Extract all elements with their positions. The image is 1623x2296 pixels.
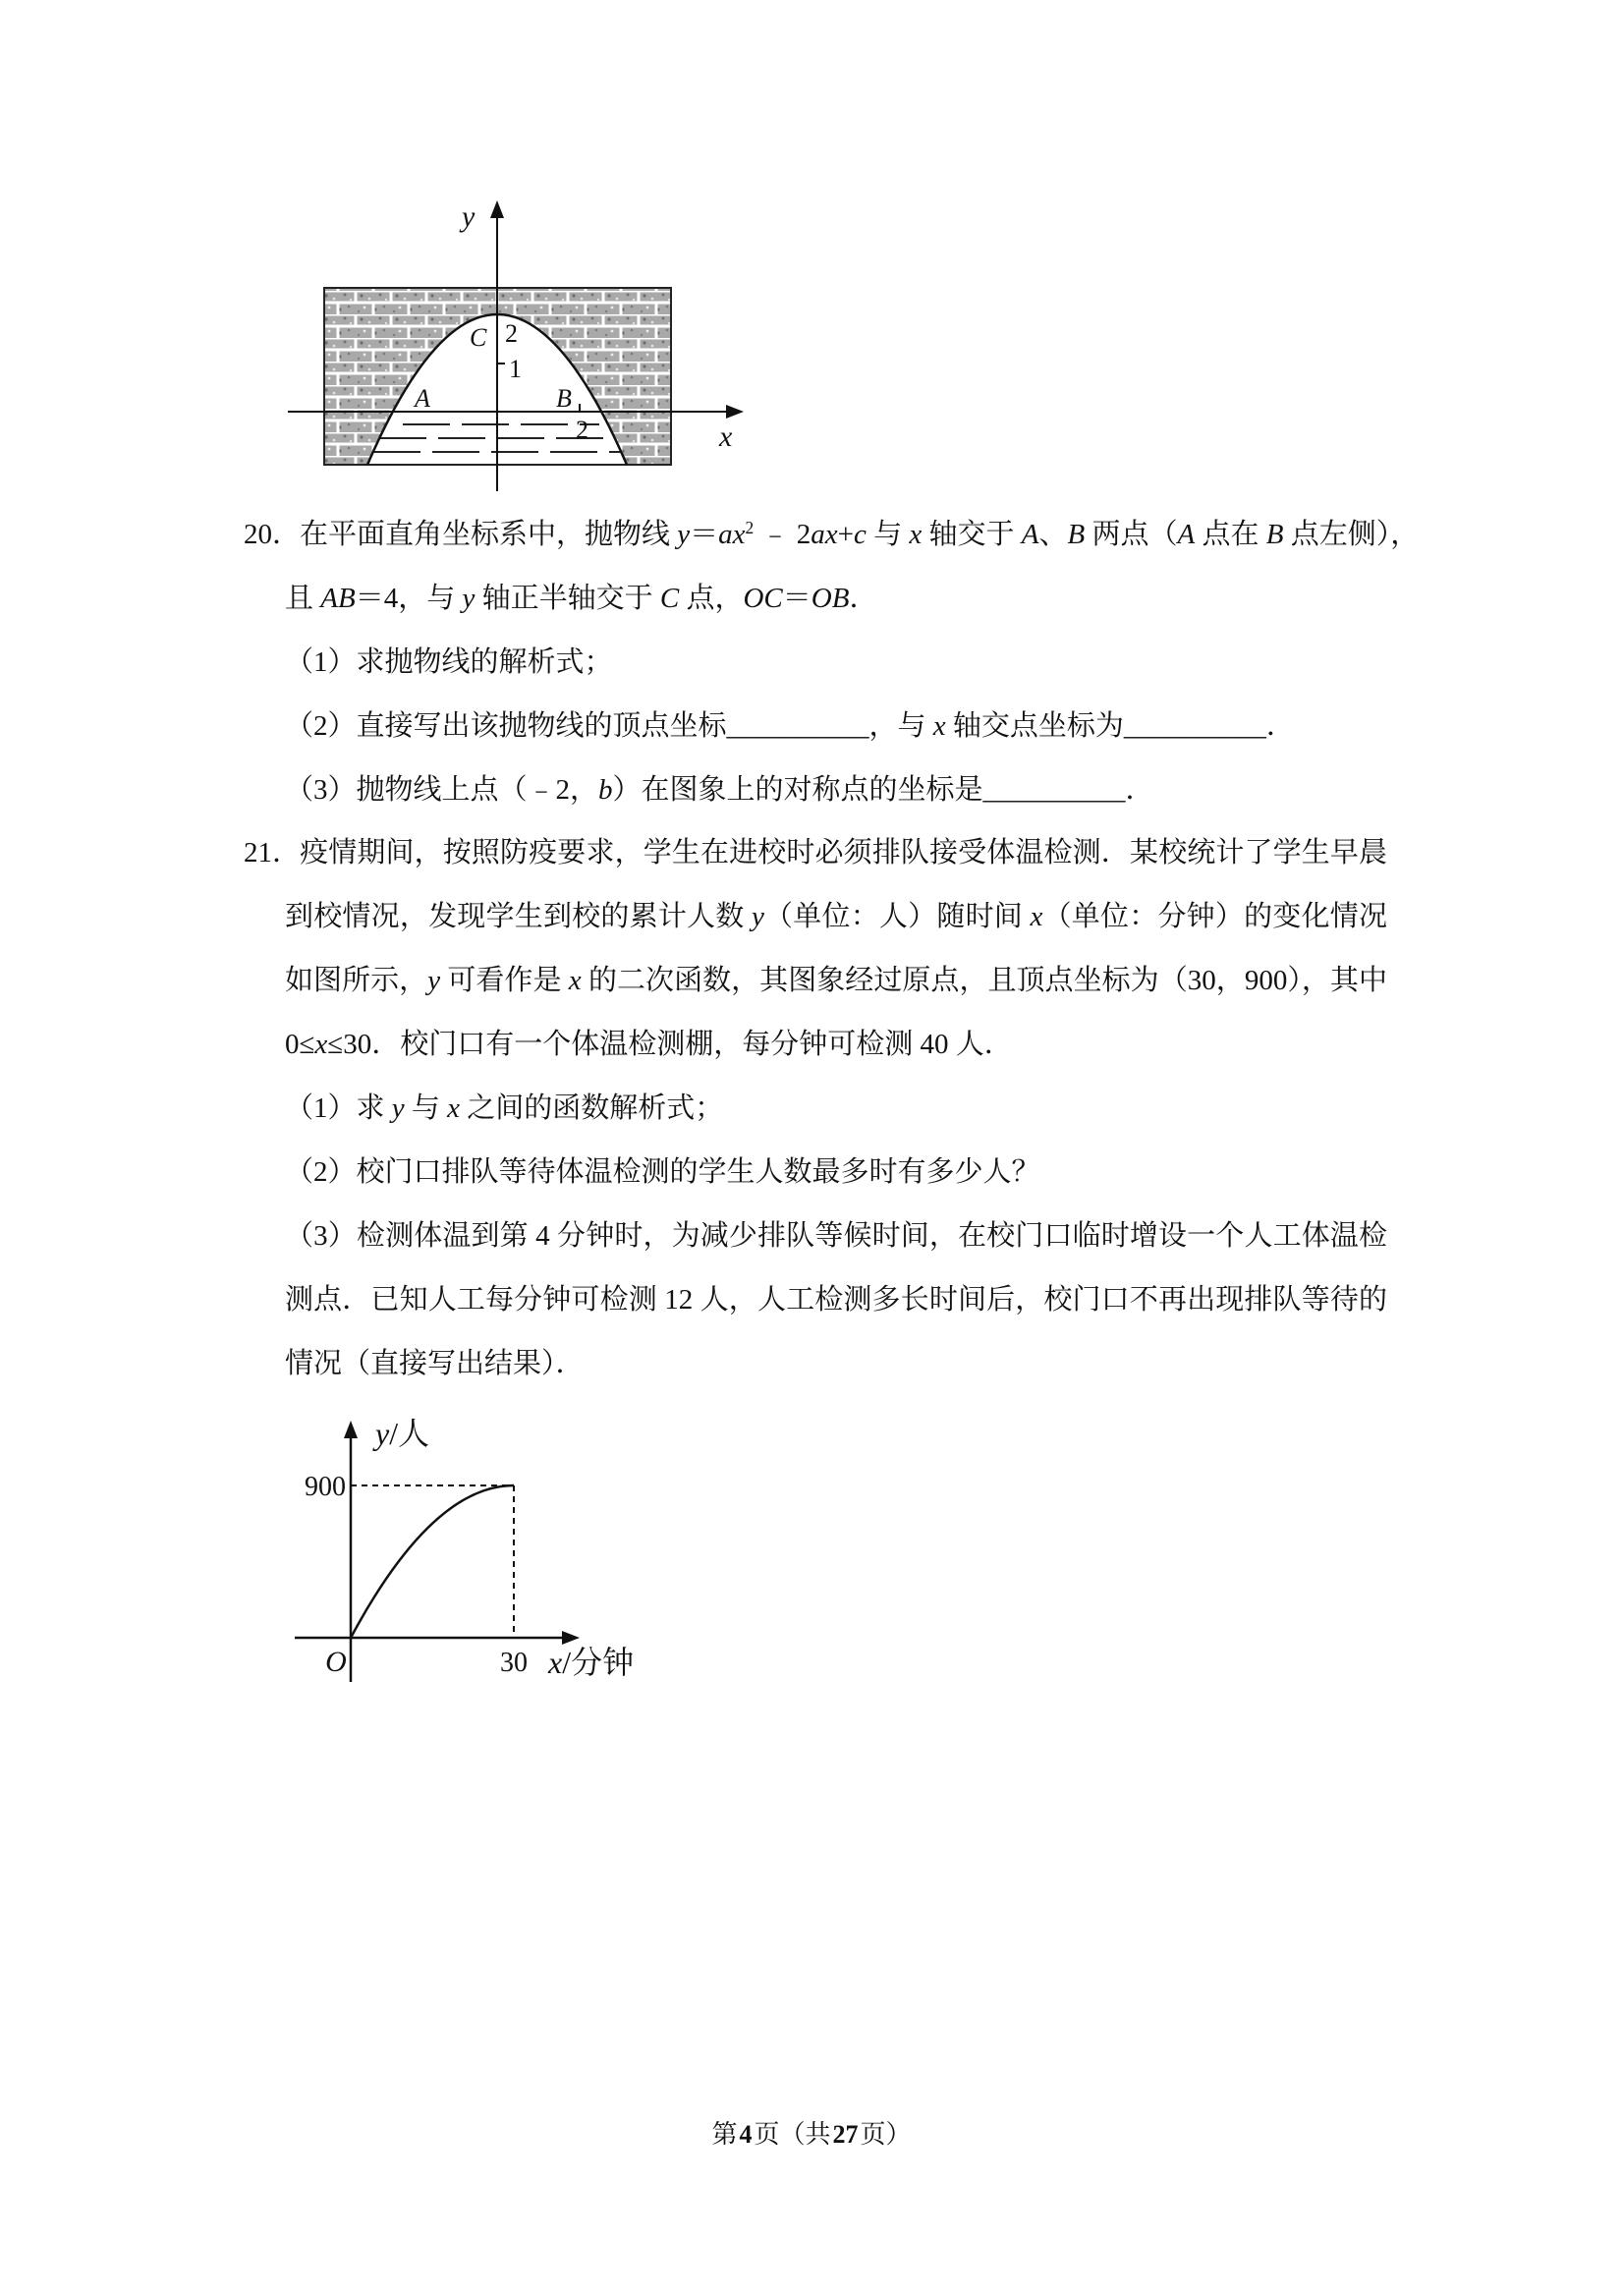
point-b-label: B bbox=[556, 384, 572, 413]
text: 与 bbox=[866, 519, 910, 550]
text: 如图所示， bbox=[285, 965, 428, 996]
text: （单位：分钟）的变化情况 bbox=[1042, 901, 1387, 932]
answer-blank[interactable]: __________ bbox=[1123, 710, 1266, 742]
x-tick-2-label: 2 bbox=[576, 416, 588, 444]
bridge-parabola-figure bbox=[285, 196, 756, 501]
var: AB bbox=[320, 583, 356, 614]
y-var: y bbox=[375, 1416, 390, 1451]
var: B bbox=[1067, 519, 1086, 550]
x-unit: /分钟 bbox=[562, 1645, 635, 1680]
var: x bbox=[1030, 901, 1043, 932]
text: （单位：人）随时间 bbox=[763, 901, 1031, 932]
text: ＝ bbox=[690, 519, 719, 550]
origin-label: O bbox=[325, 1646, 347, 1678]
q21-sub-2 bbox=[285, 1141, 1387, 1204]
var: x bbox=[447, 1092, 461, 1124]
var: ax bbox=[811, 519, 838, 550]
text: + bbox=[837, 519, 854, 550]
var: c bbox=[853, 519, 867, 550]
text: 可看作是 bbox=[440, 965, 569, 996]
text: （3）抛物线上点（﹣2， bbox=[285, 774, 599, 806]
total-pages: 27 bbox=[832, 2120, 859, 2149]
footer-text: 第 bbox=[711, 2120, 738, 2149]
text: 与 bbox=[404, 1092, 448, 1124]
var: A bbox=[1177, 519, 1196, 550]
y-value-label: 900 bbox=[305, 1472, 346, 1502]
text: 轴交点坐标为 bbox=[945, 710, 1124, 742]
var: y bbox=[677, 519, 691, 550]
q20-line-1 bbox=[244, 503, 1420, 567]
answer-blank[interactable]: __________ bbox=[982, 774, 1126, 806]
x-value-label: 30 bbox=[500, 1648, 528, 1678]
text: ． bbox=[1125, 774, 1154, 806]
text: 点左侧）， bbox=[1283, 519, 1420, 550]
x-axis-arrow-icon bbox=[562, 1631, 580, 1645]
x-var: x bbox=[548, 1645, 563, 1680]
text: （1）求 bbox=[285, 1092, 392, 1124]
answer-blank[interactable]: __________ bbox=[726, 710, 869, 742]
text: 轴交于 bbox=[922, 519, 1022, 550]
footer-text: 页（共 bbox=[754, 2120, 831, 2149]
q21-sub-1 bbox=[285, 1077, 1387, 1141]
x-axis-label: x bbox=[719, 420, 733, 453]
y-axis-arrow-icon bbox=[344, 1421, 358, 1438]
text: 在平面直角坐标系中，抛物线 bbox=[300, 519, 678, 550]
y-tick-2-label: 2 bbox=[505, 319, 518, 348]
q21-line-2 bbox=[285, 885, 1387, 949]
var: x bbox=[909, 519, 923, 550]
var: b bbox=[598, 774, 613, 806]
text: ）在图象上的对称点的坐标是 bbox=[612, 774, 983, 806]
text: 到校情况，发现学生到校的累计人数 bbox=[285, 901, 752, 932]
q20-line-2 bbox=[285, 567, 1387, 631]
x-axis-label bbox=[547, 1645, 634, 1680]
var: y bbox=[751, 901, 764, 932]
point-c-label: C bbox=[470, 323, 487, 352]
q21-sub-3-line-1 bbox=[285, 1204, 1387, 1268]
question-21 bbox=[244, 821, 1387, 1396]
point-a-label: A bbox=[415, 384, 430, 413]
arrivals-graph-figure bbox=[285, 1405, 678, 1700]
text: （2）直接写出该抛物线的顶点坐标 bbox=[285, 710, 727, 742]
question-20 bbox=[244, 503, 1420, 822]
var: OC bbox=[743, 583, 783, 614]
y-axis-arrow-icon bbox=[490, 200, 504, 218]
text: 两点（ bbox=[1085, 519, 1178, 550]
q21-line-1 bbox=[244, 821, 1387, 885]
var: x bbox=[314, 1029, 328, 1060]
var: y bbox=[427, 965, 441, 996]
text: 轴正半轴交于 bbox=[475, 583, 660, 614]
exponent: 2 bbox=[745, 518, 755, 538]
var: B bbox=[1265, 519, 1284, 550]
text: ﹣ 2 bbox=[754, 519, 812, 550]
text: ． bbox=[1265, 710, 1295, 742]
text: ＝ bbox=[782, 583, 812, 614]
q21-line-4 bbox=[285, 1013, 1387, 1077]
var: y bbox=[462, 583, 476, 614]
y-axis-label bbox=[372, 1416, 429, 1451]
text: （2）校门口排队等待体温检测的学生人数最多时有多少人？ bbox=[285, 1156, 1040, 1188]
var: A bbox=[1021, 519, 1039, 550]
var: ax bbox=[718, 519, 746, 550]
text: 疫情期间，按照防疫要求，学生在进校时必须排队接受体温检测．某校统计了学生早晨 bbox=[300, 837, 1387, 868]
q21-sub-3-line-3 bbox=[285, 1332, 1387, 1396]
var: x bbox=[932, 710, 946, 742]
q20-sub-3 bbox=[285, 758, 1387, 822]
var: y bbox=[391, 1092, 405, 1124]
text: 情况（直接写出结果）． bbox=[285, 1348, 585, 1379]
var: C bbox=[659, 583, 680, 614]
text: 点， bbox=[679, 583, 744, 614]
x-axis-arrow-icon bbox=[726, 405, 744, 419]
footer-text: 页） bbox=[860, 2120, 912, 2149]
text: ，与 bbox=[868, 710, 933, 742]
text: 测点．已知人工每分钟可检测 12 人，人工检测多长时间后，校门口不再出现排队等待的 bbox=[285, 1284, 1387, 1316]
y-unit: /人 bbox=[389, 1416, 430, 1451]
text: 点在 bbox=[1195, 519, 1266, 550]
var: OB bbox=[811, 583, 850, 614]
text: 0≤ bbox=[285, 1029, 315, 1060]
page-number: 4 bbox=[739, 2120, 753, 2149]
text: （1）求抛物线的解析式； bbox=[285, 646, 613, 678]
var: x bbox=[568, 965, 582, 996]
text: 、 bbox=[1038, 519, 1068, 550]
q20-sub-2 bbox=[285, 695, 1387, 758]
question-number: 20． bbox=[244, 519, 302, 550]
q21-line-3 bbox=[285, 949, 1387, 1013]
text: 之间的函数解析式； bbox=[460, 1092, 724, 1124]
text: 且 bbox=[285, 583, 321, 614]
page-footer bbox=[0, 2115, 1623, 2155]
q21-sub-3-line-2 bbox=[285, 1268, 1387, 1332]
text: ≤30．校门口有一个体温检测棚，每分钟可检测 40 人． bbox=[327, 1029, 1013, 1060]
quadratic-curve bbox=[351, 1485, 514, 1638]
text: ＝4，与 bbox=[355, 583, 463, 614]
question-number: 21． bbox=[244, 837, 302, 868]
text: ． bbox=[849, 583, 878, 614]
text: （3）检测体温到第 4 分钟时，为减少排队等候时间，在校门口临时增设一个人工体温检 bbox=[285, 1220, 1387, 1252]
y-tick-1-label: 1 bbox=[509, 355, 522, 383]
q20-sub-1 bbox=[285, 631, 1387, 695]
text: 的二次函数，其图象经过原点，且顶点坐标为（30，900），其中 bbox=[581, 965, 1387, 996]
y-axis-label: y bbox=[462, 200, 476, 233]
